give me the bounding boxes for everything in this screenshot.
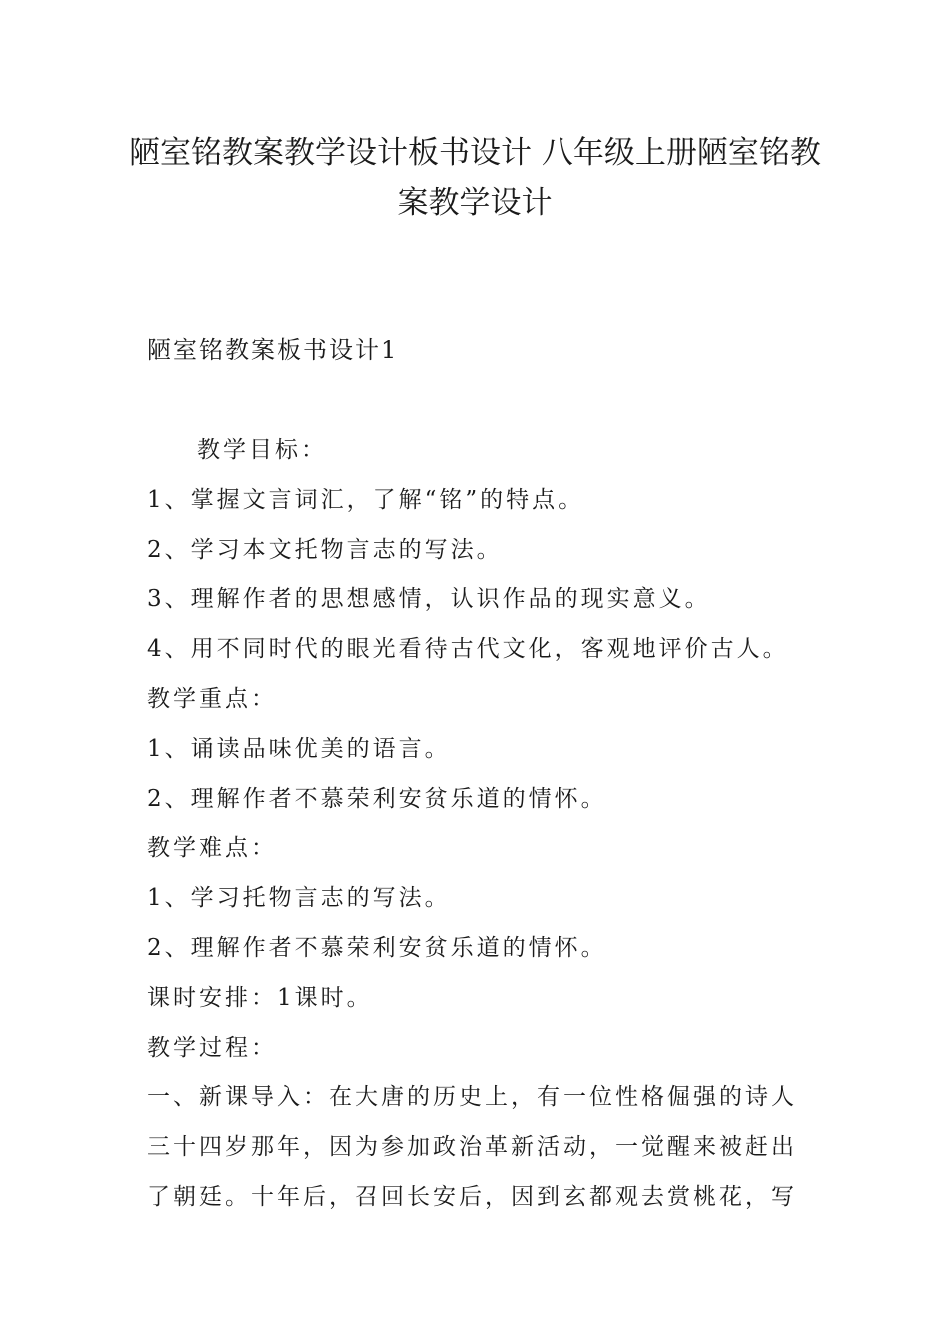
title-line-1: 陋室铭教案教学设计板书设计 八年级上册陋室铭教 [129,135,821,171]
paragraph-line-1: 一、新课导入：在大唐的历史上，有一位性格倔强的诗人 [147,1084,797,1111]
document-title [120,128,830,228]
key-point-item-2: 2、理解作者不慕荣利安贫乐道的情怀。 [147,785,607,812]
class-hours: 课时安排：1课时。 [147,984,373,1011]
key-point-item-1: 1、诵读品味优美的语言。 [147,735,451,762]
paragraph-line-3: 了朝廷。十年后，召回长安后，因到玄都观去赏桃花，写 [147,1183,797,1210]
difficulty-item-1: 1、学习托物言志的写法。 [147,885,451,912]
section-heading: 陋室铭教案板书设计1 [147,336,399,364]
document-body [147,432,827,1229]
difficulty-item-2: 2、理解作者不慕荣利安贫乐道的情怀。 [147,934,607,961]
goal-item-1: 1、掌握文言词汇，了解“铭”的特点。 [147,486,585,513]
goal-item-2: 2、学习本文托物言志的写法。 [147,536,503,563]
heading-teaching-goals: 教学目标： [197,437,327,463]
title-line-2: 案教学设计 [397,185,553,221]
goal-item-3: 3、理解作者的思想感情，认识作品的现实意义。 [147,586,711,613]
heading-difficulties: 教学难点： [147,835,277,862]
paragraph-line-2: 三十四岁那年，因为参加政治革新活动，一觉醒来被赶出 [147,1134,797,1161]
heading-teaching-process: 教学过程： [147,1034,277,1061]
heading-key-points: 教学重点： [147,685,277,712]
goal-item-4: 4、用不同时代的眼光看待古代文化，客观地评价古人。 [147,636,789,663]
